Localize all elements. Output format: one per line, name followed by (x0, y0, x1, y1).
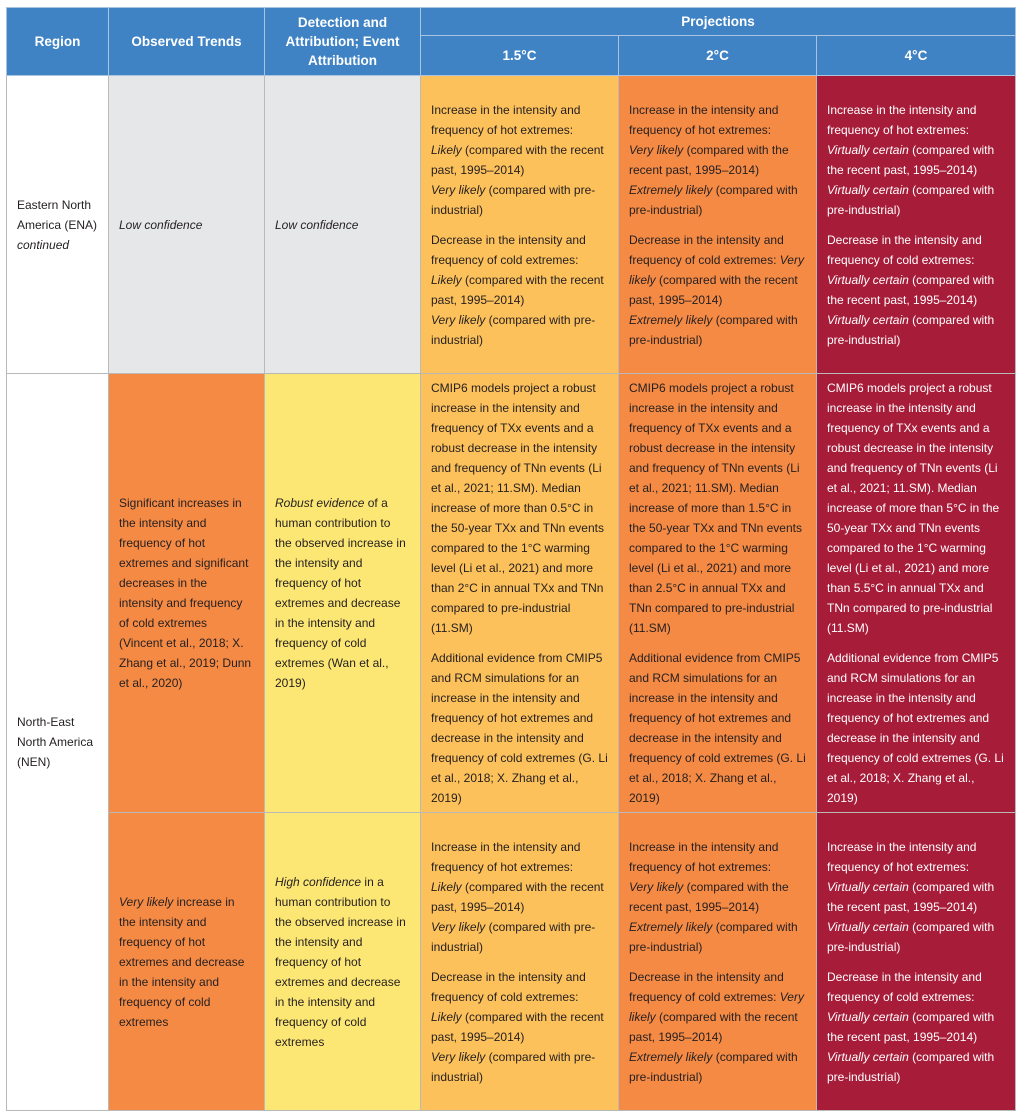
additional-evidence-text: Additional evidence from CMIP5 and RCM simulations for an increase in the intensity and frequency of hot extremes and decrease in the intensity and frequency of cold extremes (G. Li et al., 2018; X. Zhang et al., 2019) (827, 651, 1004, 805)
hot-extremes-text: Increase in the intensity and frequency of hot extremes: Likely (compared with the recent past, 1995–2014) Very likely (compared with pre-industrial) (431, 102, 604, 217)
additional-evidence-text: Additional evidence from CMIP5 and RCM simulations for an increase in the intensity and frequency of hot extremes and decrease in the intensity and frequency of cold extremes (G. Li et al., 2018; X. Zhang et al., 2019) (629, 651, 806, 805)
table-row-ena (7, 76, 1016, 374)
table-row-nen-2 (7, 813, 1016, 1111)
projection-2c-cell-nen-2 (619, 813, 817, 1111)
cmip6-text: CMIP6 models project a robust increase in the intensity and frequency of TXx events and a robust decrease in the intensity and frequency of TNn events (Li et al., 2021; 11.SM). Median increase of more than 1.5°C in the 50-year TXx and TNn events compared to the 1°C warming level (Li et al., 2021) and more than 2.5°C in annual TXx and TNn compared to pre-industrial (11.SM) (629, 381, 802, 635)
header-detection-attribution: Detection and Attribution; Event Attribution (265, 8, 421, 76)
detection-cell-ena: Low confidence (265, 76, 421, 374)
region-continued: continued (17, 237, 70, 252)
regional-extremes-table (6, 7, 1016, 1111)
header-1-5c: 1.5°C (421, 36, 619, 76)
cmip6-text: CMIP6 models project a robust increase in the intensity and frequency of TXx events and a robust decrease in the intensity and frequency of TNn events (Li et al., 2021; 11.SM). Median increase of more than 0.5°C in the 50-year TXx and TNn events compared to the 1°C warming level (Li et al., 2021) and more than 2°C in annual TXx and TNn compared to pre-industrial (11.SM) (431, 381, 604, 635)
hot-extremes-text: Increase in the intensity and frequency of hot extremes: Likely (compared with the recent past, 1995–2014) Very likely (compared with pre-industrial) (431, 839, 604, 954)
region-cell-ena (7, 76, 109, 374)
header-4c: 4°C (817, 36, 1016, 76)
projection-2c-cell-ena (619, 76, 817, 374)
observed-cell-nen-1: Significant increases in the intensity and frequency of hot extremes and significant decreases in the intensity and frequency of cold extremes (Vincent et al., 2018; X. Zhang et al., 2019; Dunn et al., 2020) (109, 374, 265, 813)
cold-extremes-text: Decrease in the intensity and frequency of cold extremes: Likely (compared with the recent past, 1995–2014) Very likely (compared with pre-industrial) (431, 969, 604, 1084)
cold-extremes-text: Decrease in the intensity and frequency of cold extremes: Virtually certain (compared with the recent past, 1995–2014) Virtually certain (compared with pre-industrial) (827, 232, 995, 347)
detection-cell-nen-2: High confidence in a human contribution to the observed increase in the intensity and frequency of hot extremes and decrease in the intensity and frequency of cold extremes (265, 813, 421, 1111)
projection-2c-cell-nen-1 (619, 374, 817, 813)
projection-1-5c-cell-nen-1 (421, 374, 619, 813)
region-name: Eastern North America (ENA) (17, 197, 98, 232)
region-cell-nen: North-East North America (NEN) (7, 374, 109, 1111)
header-2c: 2°C (619, 36, 817, 76)
cold-extremes-text: Decrease in the intensity and frequency of cold extremes: Very likely (compared with the recent past, 1995–2014) Extremely likely (compared with pre-industrial) (629, 232, 804, 347)
projection-1-5c-cell-ena (421, 76, 619, 374)
header-observed-trends: Observed Trends (109, 8, 265, 76)
hot-extremes-text: Increase in the intensity and frequency of hot extremes: Virtually certain (compared with the recent past, 1995–2014) Virtually certain (compared with pre-industrial) (827, 839, 995, 954)
cold-extremes-text: Decrease in the intensity and frequency of cold extremes: Virtually certain (compared with the recent past, 1995–2014) Virtually certain (compared with pre-industrial) (827, 969, 995, 1084)
projection-4c-cell-ena (817, 76, 1016, 374)
table-row-nen-1 (7, 374, 1016, 813)
observed-cell-nen-2: Very likely increase in the intensity and frequency of hot extremes and decrease in the intensity and frequency of cold extremes (109, 813, 265, 1111)
hot-extremes-text: Increase in the intensity and frequency of hot extremes: Virtually certain (compared with the recent past, 1995–2014) Virtually certain (compared with pre-industrial) (827, 102, 995, 217)
detection-cell-nen-1: Robust evidence of a human contribution to the observed increase in the intensity and frequency of hot extremes and decrease in the intensity and frequency of cold extremes (Wan et al., 2019) (265, 374, 421, 813)
hot-extremes-text: Increase in the intensity and frequency of hot extremes: Very likely (compared with the recent past, 1995–2014) Extremely likely (compared with pre-industrial) (629, 839, 798, 954)
hot-extremes-text: Increase in the intensity and frequency of hot extremes: Very likely (compared with the recent past, 1995–2014) Extremely likely (compared with pre-industrial) (629, 102, 798, 217)
cmip6-text: CMIP6 models project a robust increase in the intensity and frequency of TXx events and a robust decrease in the intensity and frequency of TNn events (Li et al., 2021; 11.SM). Median increase of more than 5°C in the 50-year TXx and TNn events compared to the 1°C warming level (Li et al., 2021) and more than 5.5°C in annual TXx and TNn compared to pre-industrial (11.SM) (827, 381, 1000, 635)
cold-extremes-text: Decrease in the intensity and frequency of cold extremes: Likely (compared with the recent past, 1995–2014) Very likely (compared with pre-industrial) (431, 232, 604, 347)
header-region: Region (7, 8, 109, 76)
projection-1-5c-cell-nen-2 (421, 813, 619, 1111)
observed-cell-ena: Low confidence (109, 76, 265, 374)
projection-4c-cell-nen-2 (817, 813, 1016, 1111)
projection-4c-cell-nen-1 (817, 374, 1016, 813)
cold-extremes-text: Decrease in the intensity and frequency of cold extremes: Very likely (compared with the recent past, 1995–2014) Extremely likely (compared with pre-industrial) (629, 969, 804, 1084)
additional-evidence-text: Additional evidence from CMIP5 and RCM simulations for an increase in the intensity and frequency of hot extremes and decrease in the intensity and frequency of cold extremes (G. Li et al., 2018; X. Zhang et al., 2019) (431, 651, 608, 805)
header-projections: Projections (421, 8, 1016, 36)
